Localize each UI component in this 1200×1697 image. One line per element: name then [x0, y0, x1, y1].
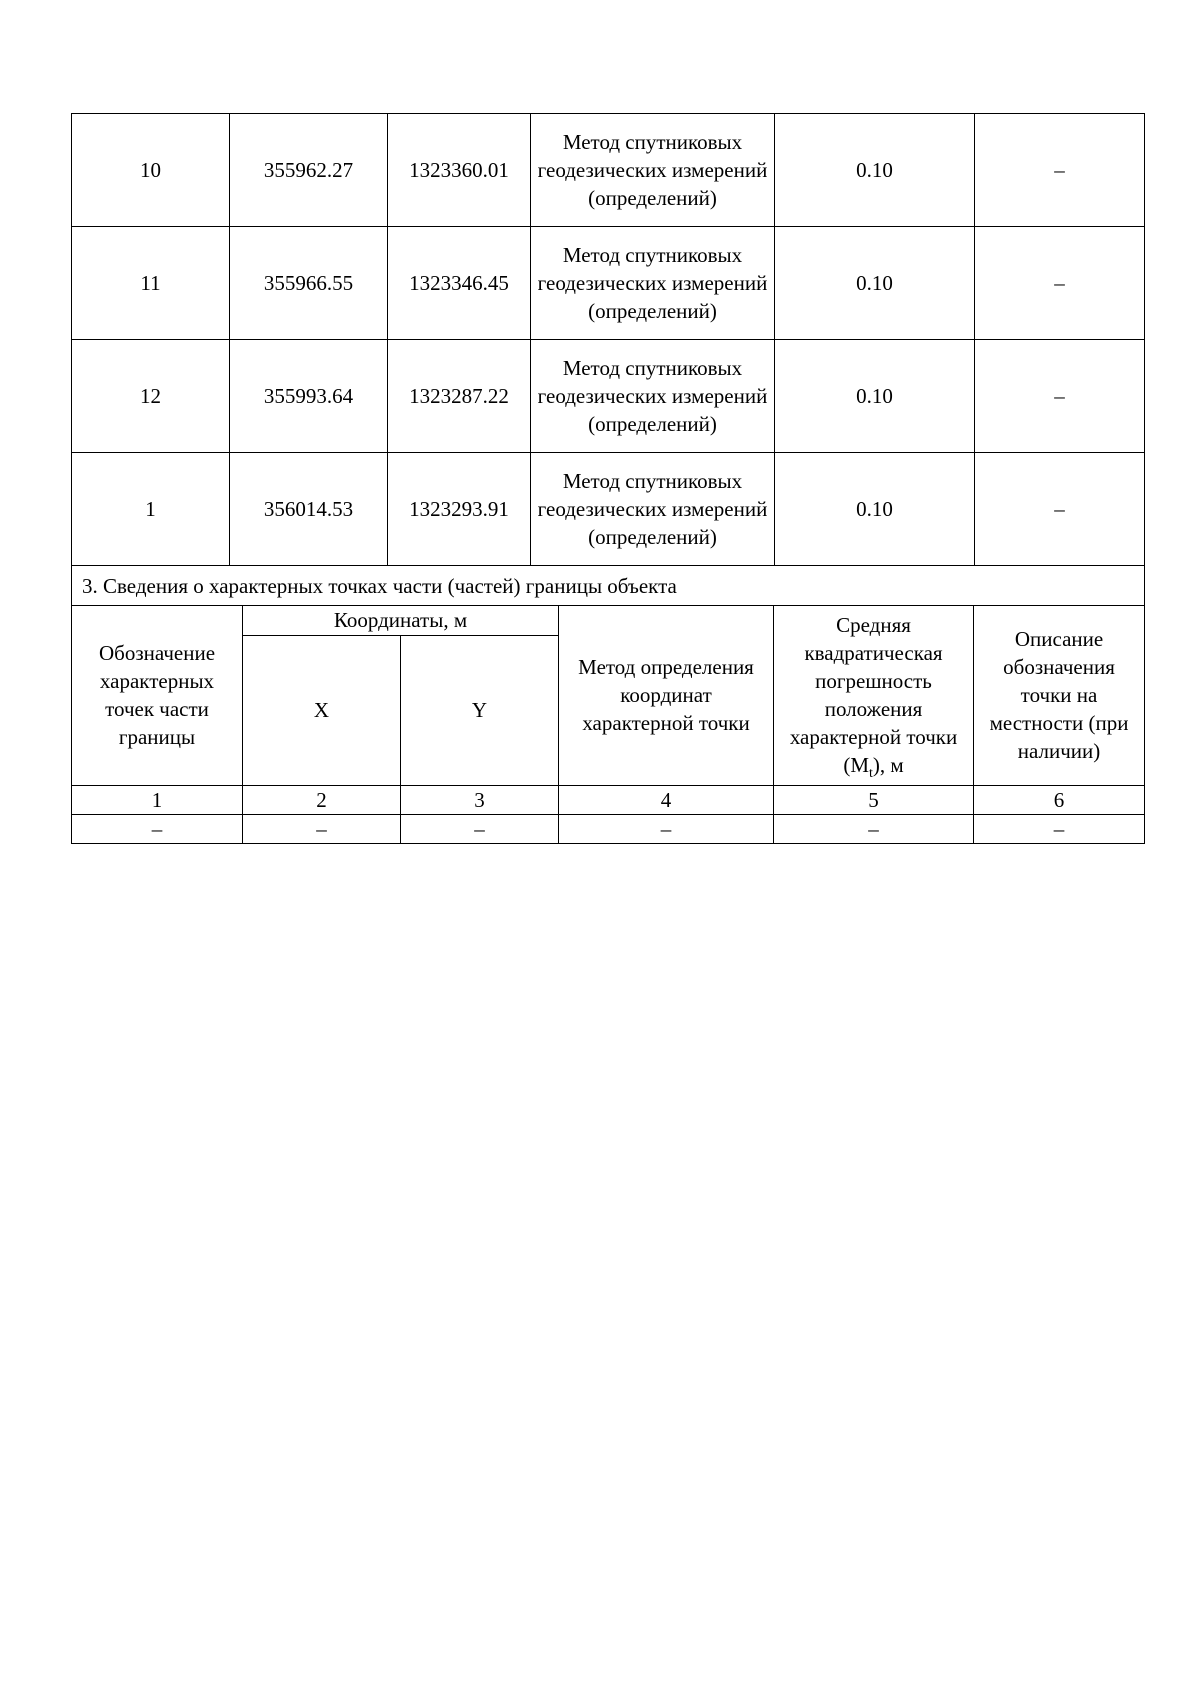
coord-x: 355966.55	[230, 227, 388, 340]
coord-x: 355962.27	[230, 114, 388, 227]
method: Метод спутниковых геодезических измерений (определений)	[531, 340, 775, 453]
point-number: 1	[72, 453, 230, 566]
coordinates-table	[71, 113, 1145, 606]
coord-y: 1323293.91	[388, 453, 531, 566]
header-method: Метод определения координат характерной точки	[559, 605, 774, 785]
table-row	[72, 227, 1145, 340]
section-title: 3. Сведения о характерных точках части (частей) границы объекта	[72, 566, 1145, 606]
coord-y: 1323287.22	[388, 340, 531, 453]
column-number: 4	[559, 785, 774, 814]
column-number: 6	[974, 785, 1145, 814]
coord-y: 1323360.01	[388, 114, 531, 227]
error: 0.10	[775, 114, 975, 227]
table-row	[72, 340, 1145, 453]
table-row	[72, 114, 1145, 227]
column-number-row	[72, 785, 1145, 814]
table-row	[72, 453, 1145, 566]
point-number: 11	[72, 227, 230, 340]
empty-cell: –	[974, 814, 1145, 843]
point-number: 10	[72, 114, 230, 227]
header-description: Описание обозначения точки на местности (при наличии)	[974, 605, 1145, 785]
header-designation: Обозначение характерных точек части границы	[72, 605, 243, 785]
empty-cell: –	[559, 814, 774, 843]
part-boundary-table	[71, 605, 1145, 844]
error: 0.10	[775, 453, 975, 566]
column-number: 5	[774, 785, 974, 814]
empty-cell: –	[774, 814, 974, 843]
description: –	[975, 114, 1145, 227]
method: Метод спутниковых геодезических измерений (определений)	[531, 453, 775, 566]
coord-y: 1323346.45	[388, 227, 531, 340]
column-number: 1	[72, 785, 243, 814]
section-title-row	[72, 566, 1145, 606]
empty-cell: –	[243, 814, 401, 843]
coord-x: 356014.53	[230, 453, 388, 566]
empty-cell: –	[72, 814, 243, 843]
document-page	[71, 113, 1144, 844]
column-number: 2	[243, 785, 401, 814]
header-row	[72, 605, 1145, 635]
table-row	[72, 814, 1145, 843]
description: –	[975, 227, 1145, 340]
header-x: X	[243, 635, 401, 785]
header-error	[774, 605, 974, 785]
method: Метод спутниковых геодезических измерений (определений)	[531, 227, 775, 340]
header-y: Y	[401, 635, 559, 785]
error: 0.10	[775, 227, 975, 340]
error: 0.10	[775, 340, 975, 453]
header-error-prefix: Средняя квадратическая погрешность положения характерной точки (M	[789, 613, 958, 777]
coord-x: 355993.64	[230, 340, 388, 453]
header-coordinates: Координаты, м	[243, 605, 559, 635]
header-error-sub: t	[869, 766, 873, 782]
description: –	[975, 340, 1145, 453]
column-number: 3	[401, 785, 559, 814]
header-error-suffix: ), м	[872, 753, 904, 777]
point-number: 12	[72, 340, 230, 453]
method: Метод спутниковых геодезических измерений (определений)	[531, 114, 775, 227]
description: –	[975, 453, 1145, 566]
empty-cell: –	[401, 814, 559, 843]
